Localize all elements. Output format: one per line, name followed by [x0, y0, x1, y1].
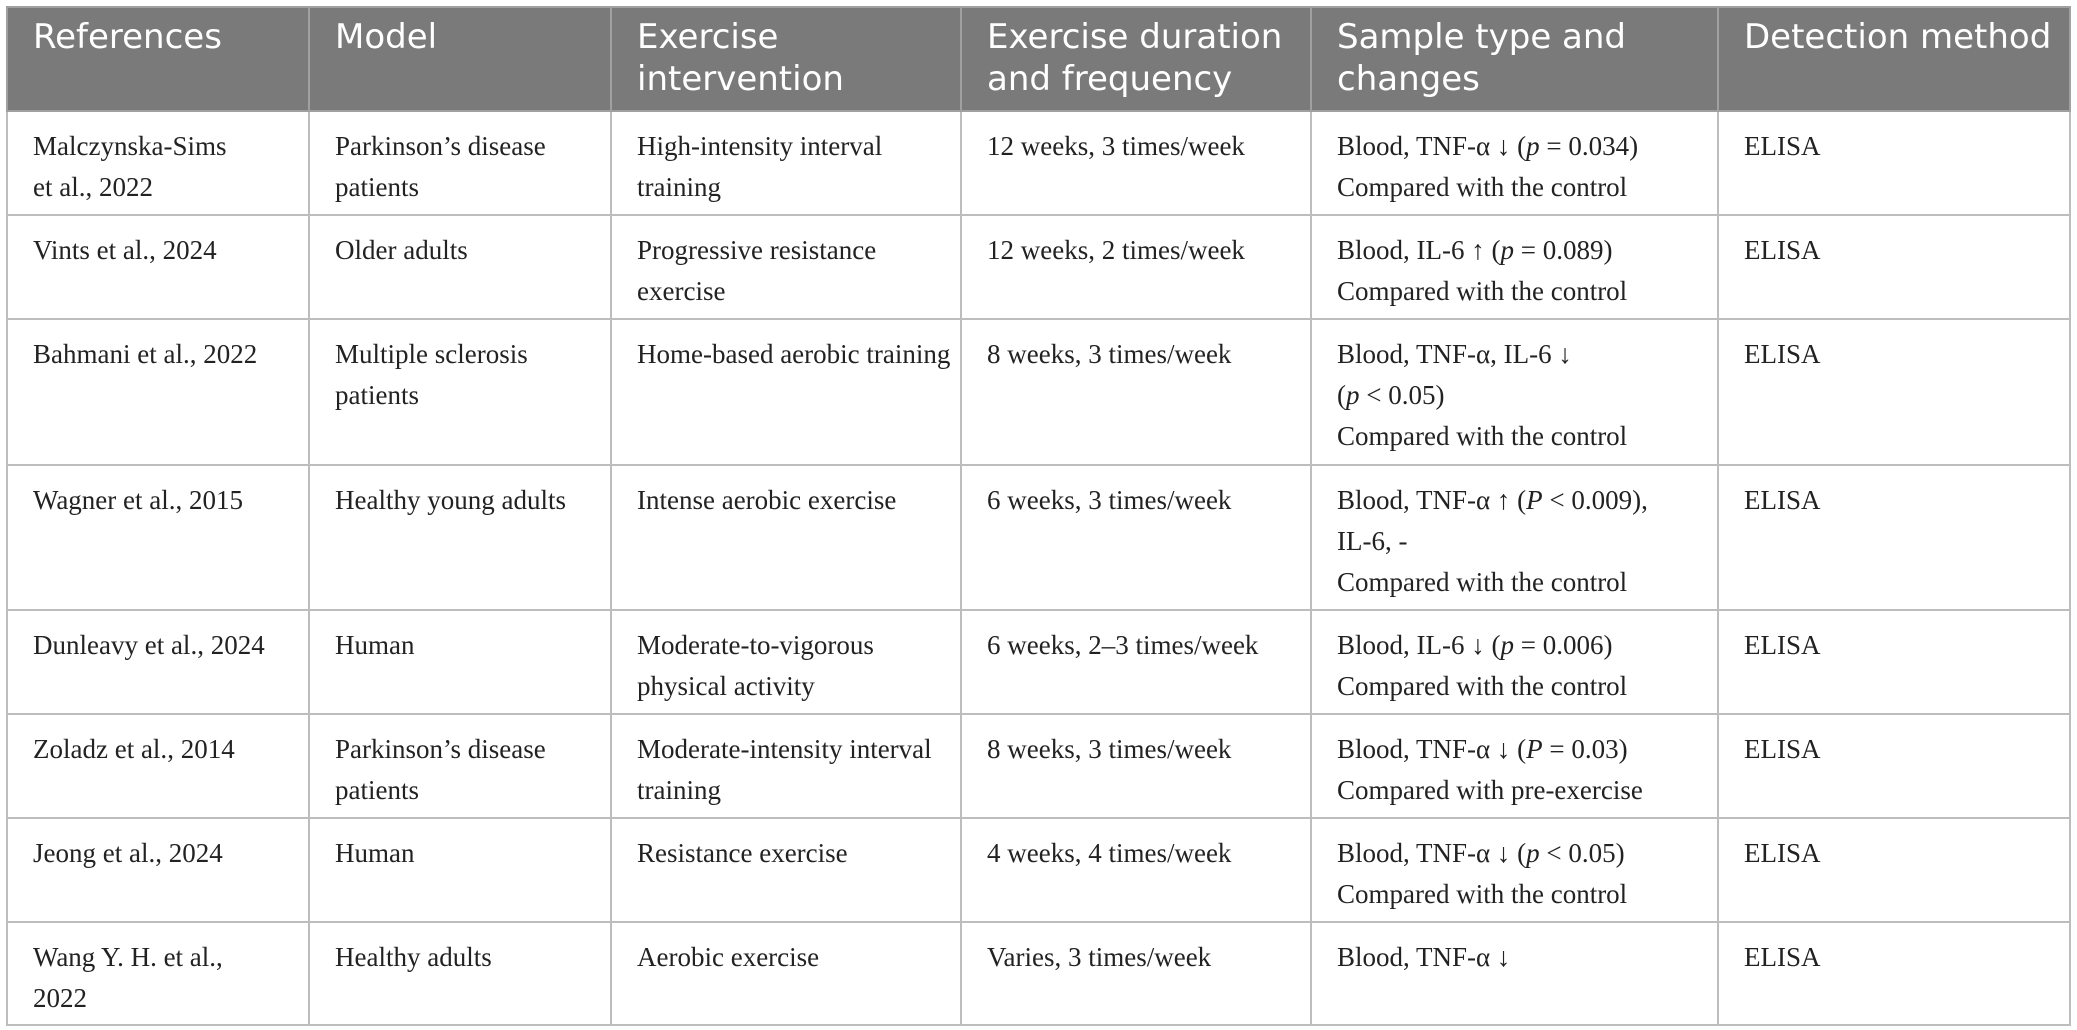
- reference-year[interactable]: 2022: [203, 339, 258, 369]
- reference-year[interactable]: 2014: [180, 734, 235, 764]
- model-cell: Healthy young adults: [309, 465, 611, 610]
- reference-year[interactable]: 2022: [33, 983, 87, 1013]
- p-symbol: p: [1526, 838, 1540, 868]
- reference-sep: ,: [167, 734, 181, 764]
- duration-cell: 12 weeks, 3 times/week: [961, 111, 1311, 215]
- comparison-text: Compared with the control: [1337, 172, 1628, 202]
- duration-cell: 6 weeks, 2–3 times/week: [961, 610, 1311, 714]
- header-detection-method: Detection method: [1718, 7, 2070, 111]
- header-exercise-intervention: Exercise intervention: [611, 7, 961, 111]
- p-symbol: p: [1526, 131, 1540, 161]
- p-value: = 0.03): [1542, 734, 1628, 764]
- method-cell: ELISA: [1718, 465, 2070, 610]
- header-exercise-duration: Exercise duration and frequency: [961, 7, 1311, 111]
- reference-etal[interactable]: et al.: [33, 172, 86, 202]
- method-cell: ELISA: [1718, 714, 2070, 818]
- reference-year[interactable]: 2024: [210, 630, 265, 660]
- sample-text: Blood, TNF-α ↓ (: [1337, 734, 1527, 764]
- intervention-cell: Moderate-intensity interval training: [611, 714, 961, 818]
- sample-text: Blood, TNF-α ↓ (: [1337, 838, 1527, 868]
- model-cell: Human: [309, 818, 611, 922]
- model-cell: Human: [309, 610, 611, 714]
- reference-author[interactable]: Bahmani et al.: [33, 339, 190, 369]
- header-row: [7, 7, 2070, 111]
- intervention-cell: Progressive resistance exercise: [611, 215, 961, 319]
- p-value: < 0.05): [1539, 838, 1625, 868]
- sample-extra: IL-6, -: [1337, 526, 1408, 556]
- duration-cell: 6 weeks, 3 times/week: [961, 465, 1311, 610]
- reference-author[interactable]: Malczynska-Sims: [33, 131, 227, 161]
- method-cell: ELISA: [1718, 610, 2070, 714]
- method-cell: ELISA: [1718, 111, 2070, 215]
- reference-year[interactable]: 2024: [168, 838, 223, 868]
- method-cell: ELISA: [1718, 215, 2070, 319]
- comparison-text: Compared with the control: [1337, 276, 1628, 306]
- sample-cell: [1311, 111, 1718, 215]
- reference-cell[interactable]: [7, 111, 309, 215]
- reference-year[interactable]: 2015: [189, 485, 244, 515]
- sample-cell: [1311, 610, 1718, 714]
- table-row: [7, 714, 2070, 818]
- header-sample-type: Sample type and changes: [1311, 7, 1718, 111]
- reference-sep: ,: [85, 172, 99, 202]
- comparison-text: Compared with the control: [1337, 421, 1628, 451]
- table-row: [7, 319, 2070, 465]
- reference-cell[interactable]: [7, 818, 309, 922]
- sample-text: Blood, TNF-α, IL-6 ↓: [1337, 339, 1572, 369]
- reference-author[interactable]: Zoladz et al.: [33, 734, 168, 764]
- table-row: [7, 610, 2070, 714]
- duration-cell: Varies, 3 times/week: [961, 922, 1311, 1025]
- intervention-cell: High-intensity interval training: [611, 111, 961, 215]
- model-cell: Parkinson’s disease patients: [309, 111, 611, 215]
- header-model: Model: [309, 7, 611, 111]
- p-symbol: p: [1346, 380, 1360, 410]
- model-cell: Parkinson’s disease patients: [309, 714, 611, 818]
- p-value: < 0.05): [1359, 380, 1445, 410]
- p-value: < 0.009),: [1542, 485, 1648, 515]
- intervention-cell: Home-based aerobic training: [611, 319, 961, 465]
- p-value: = 0.034): [1539, 131, 1639, 161]
- sample-cell: [1311, 215, 1718, 319]
- sample-paren: (: [1337, 380, 1346, 410]
- reference-cell[interactable]: [7, 922, 309, 1025]
- duration-cell: 8 weeks, 3 times/week: [961, 319, 1311, 465]
- table-row: [7, 818, 2070, 922]
- intervention-cell: Moderate-to-vigorous physical activity: [611, 610, 961, 714]
- reference-cell[interactable]: [7, 215, 309, 319]
- intervention-cell: Aerobic exercise: [611, 922, 961, 1025]
- sample-cell: Blood, TNF-α ↓: [1311, 922, 1718, 1025]
- p-symbol: p: [1500, 235, 1514, 265]
- method-cell: ELISA: [1718, 319, 2070, 465]
- sample-text: Blood, TNF-α ↓ (: [1337, 131, 1527, 161]
- sample-text: Blood, TNF-α ↑ (: [1337, 485, 1527, 515]
- p-symbol: P: [1526, 734, 1543, 764]
- p-value: = 0.006): [1513, 630, 1613, 660]
- reference-cell[interactable]: [7, 714, 309, 818]
- table-row: [7, 465, 2070, 610]
- reference-author[interactable]: Wang Y. H. et al.,: [33, 942, 223, 972]
- table-row: [7, 922, 2070, 1025]
- duration-cell: 8 weeks, 3 times/week: [961, 714, 1311, 818]
- reference-cell[interactable]: [7, 319, 309, 465]
- reference-sep: ,: [189, 339, 204, 369]
- p-value: = 0.089): [1513, 235, 1613, 265]
- reference-sep: ,: [155, 838, 169, 868]
- sample-text: Blood, IL-6 ↑ (: [1337, 235, 1501, 265]
- model-cell: Multiple sclerosis patients: [309, 319, 611, 465]
- reference-author[interactable]: Dunleavy et al.: [33, 630, 198, 660]
- duration-cell: 4 weeks, 4 times/week: [961, 818, 1311, 922]
- intervention-cell: Resistance exercise: [611, 818, 961, 922]
- p-symbol: p: [1500, 630, 1514, 660]
- reference-year[interactable]: 2022: [98, 172, 153, 202]
- method-cell: ELISA: [1718, 922, 2070, 1025]
- reference-sep: ,: [197, 630, 211, 660]
- duration-cell: 12 weeks, 2 times/week: [961, 215, 1311, 319]
- reference-sep: ,: [175, 485, 190, 515]
- reference-author[interactable]: Vints et al.: [33, 235, 150, 265]
- sample-cell: [1311, 714, 1718, 818]
- table-row: [7, 215, 2070, 319]
- model-cell: Older adults: [309, 215, 611, 319]
- p-symbol: P: [1526, 485, 1543, 515]
- reference-year[interactable]: 2024: [162, 235, 217, 265]
- reference-cell[interactable]: [7, 610, 309, 714]
- comparison-text: Compared with the control: [1337, 671, 1628, 701]
- reference-cell[interactable]: [7, 465, 309, 610]
- comparison-text: Compared with pre-exercise: [1337, 775, 1643, 805]
- header-references: References: [7, 7, 309, 111]
- sample-cell: [1311, 818, 1718, 922]
- reference-author[interactable]: Jeong et al.: [33, 838, 156, 868]
- data-table: [6, 6, 2071, 1026]
- comparison-text: Compared with the control: [1337, 567, 1628, 597]
- comparison-text: Compared with the control: [1337, 879, 1628, 909]
- sample-text: Blood, IL-6 ↓ (: [1337, 630, 1501, 660]
- sample-cell: [1311, 465, 1718, 610]
- model-cell: Healthy adults: [309, 922, 611, 1025]
- table-row: [7, 111, 2070, 215]
- reference-sep: ,: [149, 235, 163, 265]
- method-cell: ELISA: [1718, 818, 2070, 922]
- reference-author[interactable]: Wagner et al.: [33, 485, 176, 515]
- intervention-cell: Intense aerobic exercise: [611, 465, 961, 610]
- sample-cell: [1311, 319, 1718, 465]
